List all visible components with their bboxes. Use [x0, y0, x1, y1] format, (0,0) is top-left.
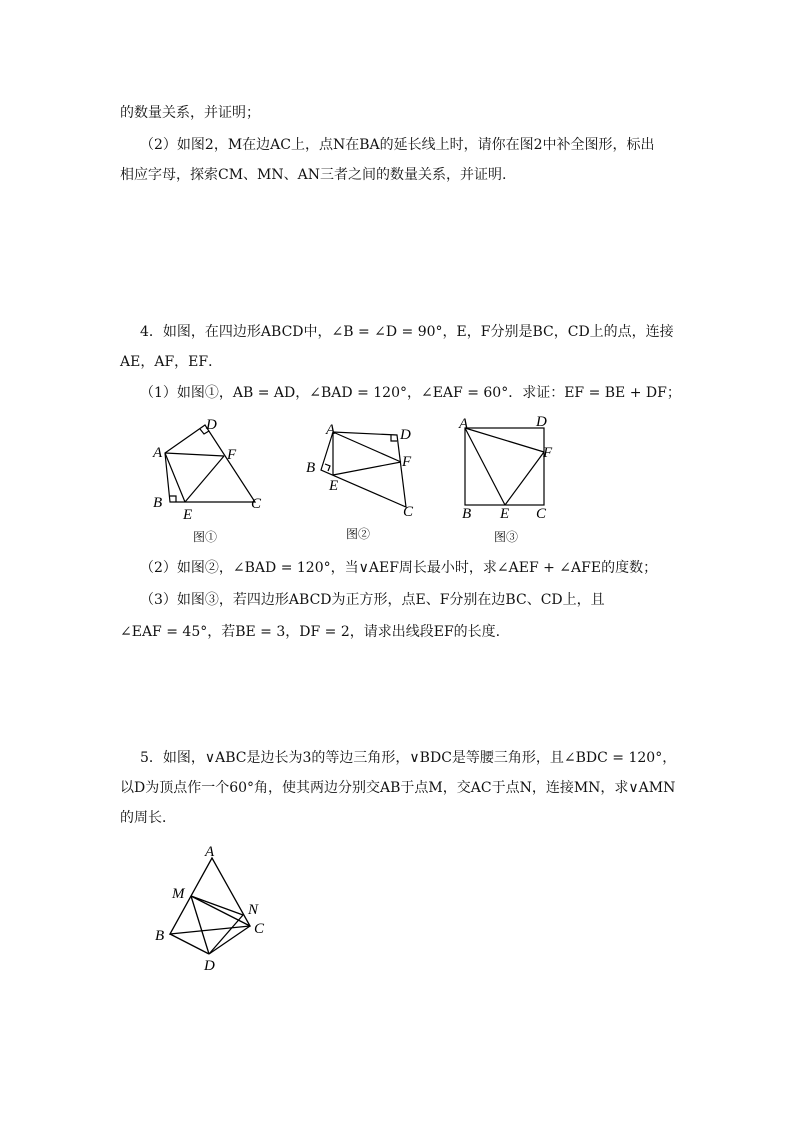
segment-af [165, 453, 224, 456]
quad-abcd [165, 425, 255, 502]
segment-ef [505, 452, 544, 505]
segment-dm [191, 896, 209, 954]
right-angle-d [391, 435, 397, 441]
figure-2-caption: 图② [346, 527, 371, 541]
figure-1-diagram [140, 415, 270, 525]
segment-ae [465, 428, 505, 505]
label-d: D [400, 427, 411, 443]
label-f: F [227, 447, 237, 463]
problem5-stem-line3: 的周长． [120, 810, 176, 826]
label-f: F [543, 445, 553, 461]
figure-1-caption: 图① [193, 530, 218, 544]
problem4-part2: （2）如图②，∠BAD = 120°，当∨AEF周长最小时，求∠AEF + ∠AFE的度数； [140, 560, 658, 576]
label-d: D [536, 414, 547, 430]
problem4-stem-line1: 4．如图，在四边形ABCD中，∠B = ∠D = 90°，E，F分别是BC，CD上的点，连接 [140, 324, 674, 340]
segment-ef [185, 456, 224, 502]
label-m: M [172, 886, 185, 902]
label-b: B [306, 460, 316, 476]
problem3-continuation: 的数量关系，并证明； [120, 105, 260, 121]
segment-ef [333, 462, 401, 475]
figure-2-diagram [303, 420, 423, 520]
label-a: A [326, 422, 336, 438]
label-b: B [153, 495, 163, 511]
label-c: C [403, 504, 414, 520]
problem4-part3-line1: （3）如图③，若四边形ABCD为正方形，点E、F分别在边BC、CD上，且 [140, 592, 605, 608]
label-c: C [251, 496, 262, 512]
label-e: E [500, 506, 510, 522]
problem5-stem-line2: 以D为顶点作一个60°角，使其两边分别交AB于点M，交AC于点N，连接MN，求∨AMN [120, 780, 676, 796]
label-c: C [254, 921, 265, 937]
problem4-part3-line2: ∠EAF = 45°，若BE = 3，DF = 2，请求出线段EF的长度. [120, 624, 501, 640]
label-d: D [206, 417, 217, 433]
label-f: F [402, 454, 412, 470]
label-d: D [204, 958, 215, 974]
problem4-part1: （1）如图①，AB = AD，∠BAD = 120°，∠EAF = 60°．求证：EF = BE + DF； [140, 385, 681, 401]
right-angle-b [170, 496, 176, 502]
label-a: A [205, 844, 215, 860]
label-n: N [248, 902, 259, 918]
figure-3-caption: 图③ [494, 530, 519, 544]
problem3-part2-line2: 相应字母，探索CM、MN、AN三者之间的数量关系，并证明. [120, 167, 507, 183]
label-e: E [329, 478, 339, 494]
figure-3-diagram [455, 415, 565, 525]
problem5-figure [150, 840, 280, 975]
problem5-stem-line1: 5．如图，∨ABC是边长为3的等边三角形，∨BDC是等腰三角形，且∠BDC = 120°， [140, 750, 677, 766]
figure-2 [303, 420, 423, 520]
label-a: A [153, 445, 163, 461]
label-c: C [536, 506, 547, 522]
figure-1 [140, 415, 270, 525]
right-angle-b [325, 464, 330, 471]
segment-af [465, 428, 544, 452]
figure-3 [455, 415, 565, 525]
label-b: B [462, 506, 472, 522]
problem5-diagram [150, 840, 280, 975]
label-b: B [155, 928, 165, 944]
label-e: E [183, 507, 193, 523]
label-a: A [459, 416, 469, 432]
problem3-part2-line1: （2）如图2，M在边AC上，点N在BA的延长线上时，请你在图2中补全图形，标出 [140, 137, 655, 153]
problem4-stem-line2: AE，AF，EF． [120, 354, 223, 370]
